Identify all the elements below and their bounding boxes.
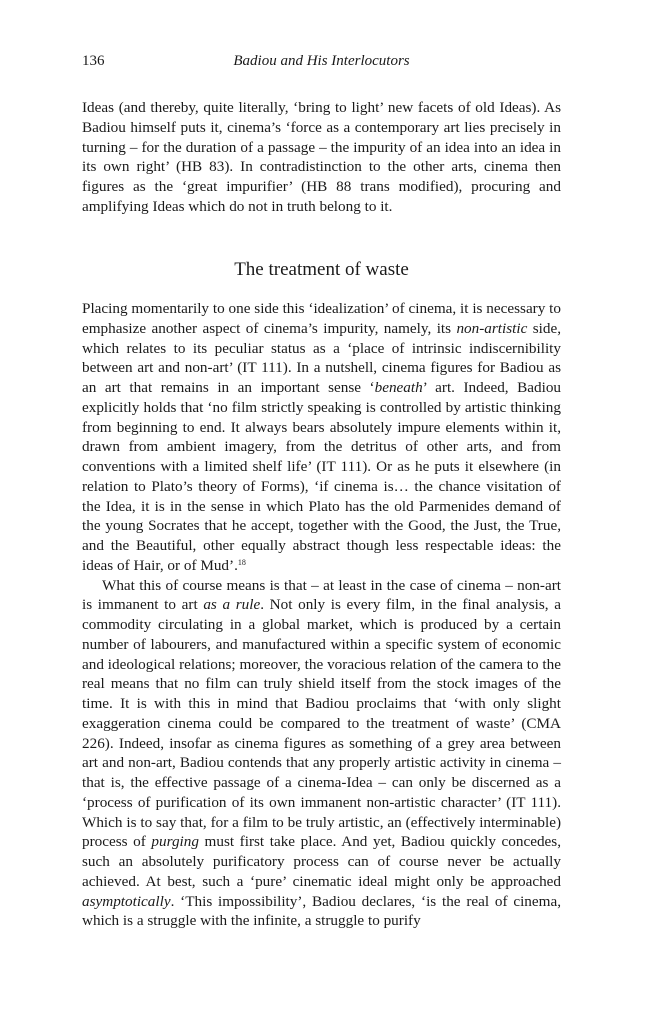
paragraph-1-emphasis-b: beneath <box>374 379 423 396</box>
page-number: 136 <box>82 53 105 69</box>
section-body <box>82 299 561 931</box>
paragraph-2-emphasis-b: purging <box>151 833 199 851</box>
paragraph-2-emphasis-a: as a rule <box>203 596 261 614</box>
paragraph-1-text-c: ’ art. Indeed, Badiou explicitly holds that ‘no film strictly speaking is controlled by artistic thinking from beginning to end. It always bears absolutely impure elements within it, drawn from ambient imagery, from the detritus of other arts, and from conventions with a limited shelf life’ (IT 111). Or as he puts it elsewhere (in relation to Plato’s theory of Forms), ‘if cinema is… the chance visitation of the Idea, it is in the sense in which Plato has the old Parmenides demand of the young Socrates that he accept, together with the Good, the Just, the True, and the Beautiful, other equally abstract though less respectable ideas: the ideas of Hair, or of Mud’. <box>82 379 562 574</box>
paragraph-2-text-d: . ‘This impossibility’, Badiou declares, ‘is the real of cinema, which is a struggle with the infinite, a struggle to purify <box>82 892 561 930</box>
paragraph-2-text-b: . Not only is every film, in the final analysis, a commodity circulating in a global market, which is produced by a certain number of labourers, and manufactured within a specific system of economic and ideological relations; moreover, the voracious relation of the camera to the real means that no film can truly shield itself from the stock images of the time. It is with this in mind that Badiou proclaims that ‘with only slight exaggeration cinema could be compared to the treatment of waste’ (CMA 226). Indeed, insofar as cinema figures as something of a grey area between art and non-art, Badiou contends that any properly artistic activity in cinema – that is, the effective passage of a cinema-Idea – can only be discerned as a ‘process of purification of its own immanent non-artistic character’ (IT 111). Which is to say that, for a film to be truly artistic, an (effectively interminable) process of <box>82 596 561 851</box>
running-head <box>82 50 561 72</box>
footnote-marker[interactable]: 18 <box>237 557 246 567</box>
paragraph-1-text-b: side, which relates to its peculiar status as a ‘place of intrinsic indiscernibility between art and non-art’ (IT 111). In a nutshell, cinema figures for Badiou as an art that remains in an important sense ‘ <box>82 319 561 396</box>
section-heading: The treatment of waste <box>234 259 409 280</box>
paragraph-1 <box>82 299 561 576</box>
paragraph-1-emphasis-a: non-artistic <box>456 319 528 337</box>
continued-paragraph-block <box>82 98 561 217</box>
paragraph-2-text-a: What this of course means is that – at least in the case of cinema – non-art is immanent to art <box>82 576 561 614</box>
paragraph-continued: Ideas (and thereby, quite literally, ‘bring to light’ new facets of old Ideas). As Badiou himself puts it, cinema’s ‘force as a contemporary art lies precisely in turning – for the duration of a passage – the impurity of an idea into an idea in its own right’ (HB 83). In contradistinction to the other arts, cinema then figures as the ‘great impurifier’ (HB 88 trans modified), procuring and amplifying Ideas which do not in truth belong to it. <box>82 99 561 215</box>
running-title: Badiou and His Interlocutors <box>233 53 410 69</box>
paragraph-2-text-c: must first take place. And yet, Badiou quickly concedes, such an absolutely purificatory process can of course never be actually achieved. At best, such a ‘pure’ cinematic ideal might only be approached <box>82 833 561 890</box>
paragraph-2 <box>82 576 561 932</box>
paragraph-2-emphasis-c: asymptotically <box>82 892 171 910</box>
paragraph-1-text-a: Placing momentarily to one side this ‘idealization’ of cinema, it is necessary to emphasize another aspect of cinema’s impurity, namely, its <box>82 300 561 337</box>
